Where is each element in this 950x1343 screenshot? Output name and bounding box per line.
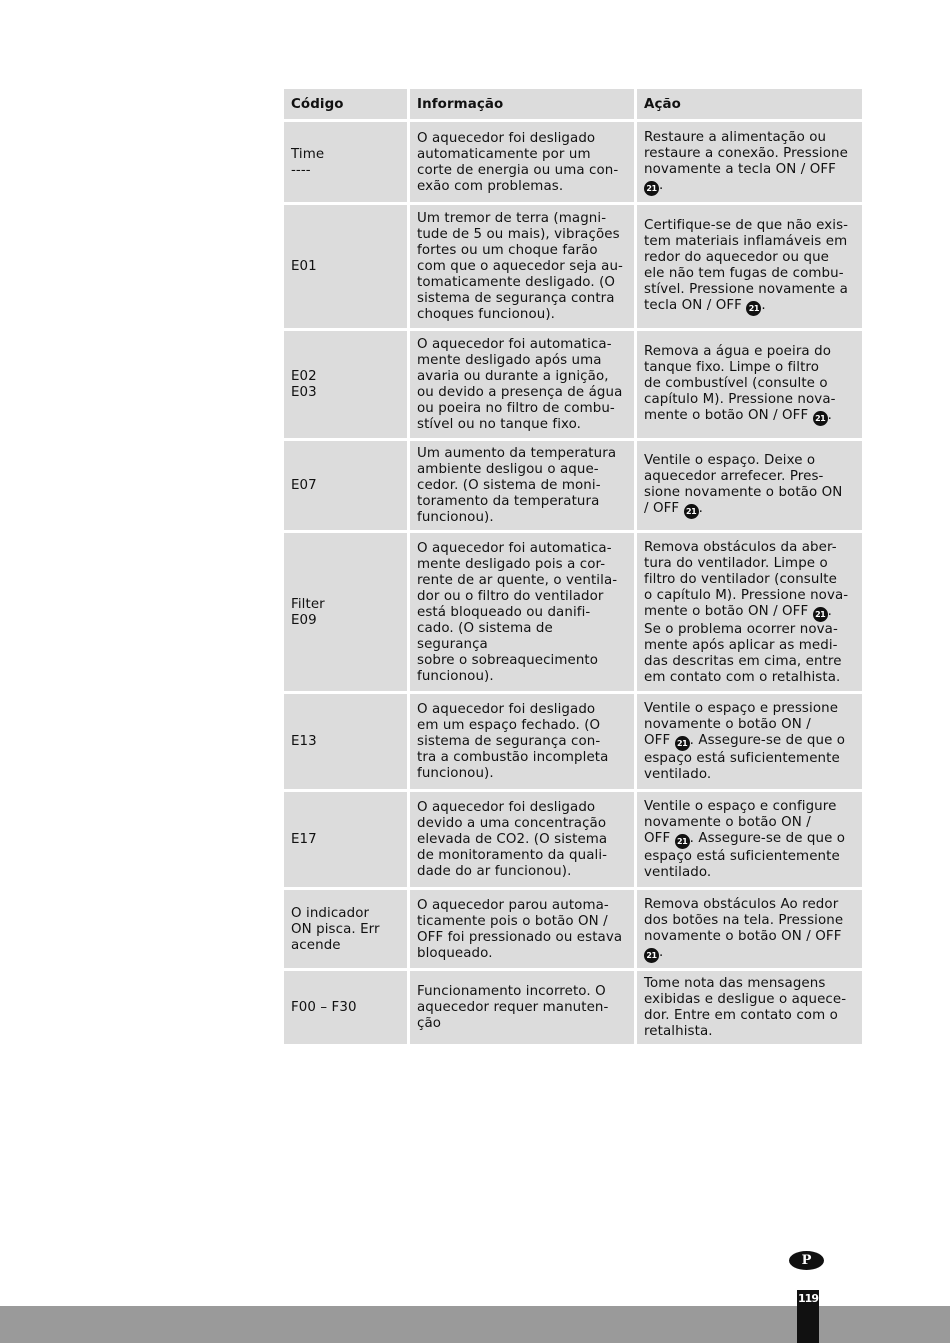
action-text-end: . <box>827 408 833 423</box>
code-cell: E13 <box>284 694 407 789</box>
table-row <box>284 533 862 691</box>
table-row <box>284 792 862 887</box>
info-cell: O aquecedor foi desligado em um espaço fechado. (O sistema de segurança con- tra a combustão incompleta funcionou). <box>410 694 634 789</box>
code-cell: E07 <box>284 441 407 530</box>
action-cell <box>637 331 862 438</box>
info-cell: O aquecedor foi automatica- mente desligado após uma avaria ou durante a ignição, ou devido a presença de água ou poeira no filtro de combu- stível ou no tanque fixo. <box>410 331 634 438</box>
action-text-end: . <box>659 944 664 960</box>
action-text-end: . Assegure-se de que o espaço está suficientemente ventilado. <box>644 831 846 880</box>
action-cell <box>637 533 862 691</box>
reference-number-icon: 21 <box>684 504 699 519</box>
table-row <box>284 890 862 968</box>
reference-number-icon: 21 <box>675 736 690 751</box>
action-text: Remova obstáculos da aber- tura do ventilador. Limpe o filtro do ventilador (consulte o capítulo M). Pressione nova- mente o botão ON / OFF <box>644 539 849 619</box>
header-information: Informação <box>410 89 634 119</box>
info-cell: O aquecedor parou automa- ticamente pois o botão ON / OFF foi pressionado ou estava bloqueado. <box>410 890 634 968</box>
header-action: Ação <box>637 89 862 119</box>
reference-number-icon: 21 <box>644 948 659 963</box>
action-cell <box>637 792 862 887</box>
action-text: Restaure a alimentação ou restaure a conexão. Pressione novamente a tecla ON / OFF <box>644 129 848 177</box>
action-cell <box>637 890 862 968</box>
action-text: Tome nota das mensagens exibidas e desligue o aquece- dor. Entre em contato com o retalhista. <box>644 976 847 1039</box>
info-cell: Funcionamento incorreto. O aquecedor requer manuten- ção <box>410 971 634 1044</box>
reference-number-icon: 21 <box>813 607 828 622</box>
reference-number-icon: 21 <box>813 411 828 426</box>
action-text-end: . <box>698 501 703 516</box>
action-cell <box>637 122 862 202</box>
code-cell: Time ---- <box>284 122 407 202</box>
code-cell: O indicador ON pisca. Err acende <box>284 890 407 968</box>
page-number: 119 <box>797 1290 819 1343</box>
reference-number-icon: 21 <box>644 181 659 196</box>
action-text-end: . Se o problema ocorrer nova- mente após aplicar as medi- das descritas em cima, entre em contato com o retalhista. <box>644 603 842 685</box>
action-text-end: . <box>761 298 766 313</box>
code-cell: Filter E09 <box>284 533 407 691</box>
info-cell: O aquecedor foi desligado devido a uma concentração elevada de CO2. (O sistema de monitoramento da quali- dade do ar funcionou). <box>410 792 634 887</box>
info-cell: O aquecedor foi desligado automaticamente por um corte de energia ou uma con- exão com problemas. <box>410 122 634 202</box>
error-code-table <box>281 86 865 1047</box>
info-cell: Um aumento da temperatura ambiente desligou o aque- cedor. (O sistema de moni- toramento da temperatura funcionou). <box>410 441 634 530</box>
action-text: Remova obstáculos Ao redor dos botões na tela. Pressione novamente o botão ON / OFF <box>644 896 844 944</box>
action-text: Ventile o espaço e configure novamente o botão ON / OFF <box>644 799 837 846</box>
header-code: Código <box>284 89 407 119</box>
reference-number-icon: 21 <box>675 834 690 849</box>
action-cell <box>637 205 862 328</box>
action-text-end: . Assegure-se de que o espaço está suficientemente ventilado. <box>644 733 846 782</box>
table-header-row <box>284 89 862 119</box>
table-row <box>284 971 862 1044</box>
code-cell: E02 E03 <box>284 331 407 438</box>
table-row <box>284 441 862 530</box>
table-row <box>284 331 862 438</box>
action-cell <box>637 971 862 1044</box>
info-cell: Um tremor de terra (magni- tude de 5 ou mais), vibrações fortes ou um choque farão com que o aquecedor seja au- tomaticamente desligado. (O sistema de segurança contra choques funcionou). <box>410 205 634 328</box>
action-cell <box>637 441 862 530</box>
code-cell: F00 – F30 <box>284 971 407 1044</box>
table-row <box>284 122 862 202</box>
code-cell: E17 <box>284 792 407 887</box>
action-cell <box>637 694 862 789</box>
info-cell: O aquecedor foi automatica- mente desligado pois a cor- rente de ar quente, o ventila- dor ou o filtro do ventilador está bloqueado ou danifi- cado. (O sistema de segurança sobre o sobreaquecimento funcionou). <box>410 533 634 691</box>
table-row <box>284 694 862 789</box>
action-text: Ventile o espaço. Deixe o aquecedor arrefecer. Pres- sione novamente o botão ON / OFF <box>644 453 843 516</box>
reference-number-icon: 21 <box>746 301 761 316</box>
code-cell: E01 <box>284 205 407 328</box>
table-row <box>284 205 862 328</box>
action-text: Ventile o espaço e pressione novamente o botão ON / OFF <box>644 701 839 748</box>
action-text-end: . <box>659 177 664 193</box>
action-text: Certifique-se de que não exis- tem materiais inflamáveis em redor do aquecedor ou que ele não tem fugas de combu- stível. Pressione novamente a tecla ON / OFF <box>644 218 849 313</box>
language-badge: P <box>789 1251 824 1270</box>
action-text: Remova a água e poeira do tanque fixo. Limpe o filtro de combustível (consulte o capítulo M). Pressione nova- mente o botão ON / OFF <box>644 344 836 423</box>
